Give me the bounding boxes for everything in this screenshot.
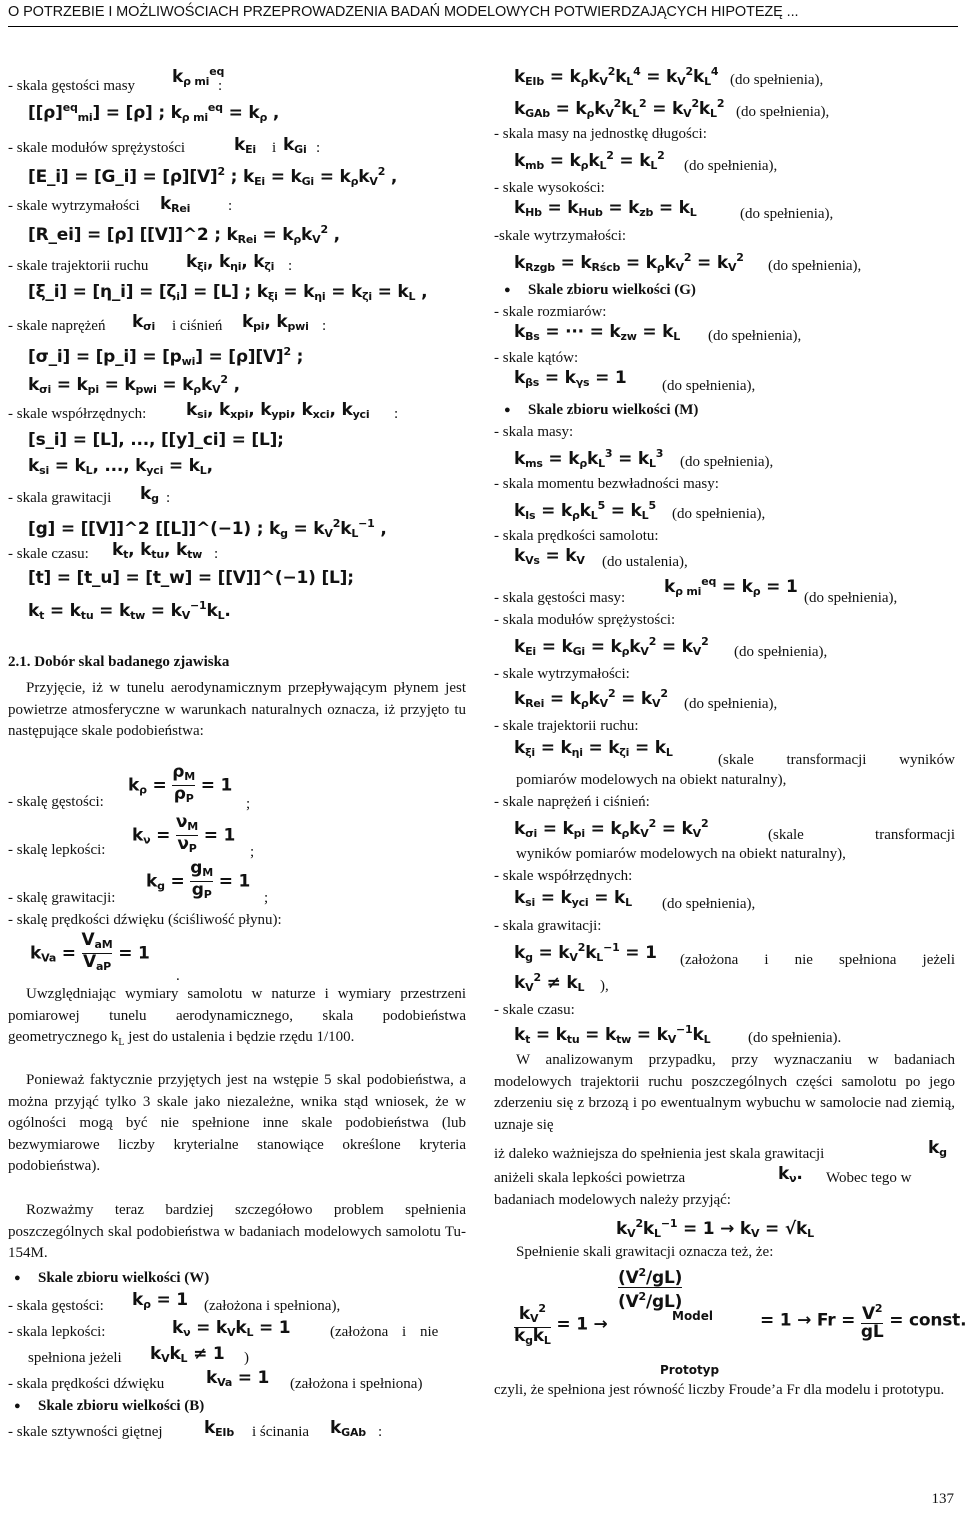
text-line: (do spełnienia),: [768, 258, 862, 274]
formula: [ξ_i] = [η_i] = $[\zeta_i] = [L]$ ; $k_{\xi i} = k_{\eta i} = k_{\zeta i} = k_L$ ,: [28, 282, 428, 303]
formula: $k_{si}$, $k_{xpi}$, $k_{ypi}$, $k_{xci}$, $k_{yci}$: [186, 400, 370, 421]
text-line: - skala gęstości:: [8, 1298, 104, 1314]
formula: $k_{Gi}$: [283, 135, 307, 156]
text-line: - skale kątów:: [494, 350, 579, 366]
text-line: - skale czasu:: [494, 1002, 575, 1018]
formula: $k_V^2k_L^{-1} = 1 \to k_V = √k_L$: [616, 1217, 814, 1240]
formula: $k_g = k_V^2k_L^{-1} = 1$: [514, 941, 657, 964]
formula: $k_{Va} = 1$: [206, 1368, 270, 1389]
text-line: (do spełnienia),: [680, 454, 774, 470]
text-line: .: [176, 968, 180, 984]
text-line: (do spełnienia),: [684, 158, 778, 174]
text-line: (do spełnienia),: [730, 72, 824, 88]
text-line: (do spełnienia),: [736, 104, 830, 120]
text-line: i ciśnień: [172, 318, 223, 334]
text-line: - skale wytrzymałości: [8, 198, 140, 214]
text-line: wyników pomiarów modelowych na obiekt naturalny),: [516, 846, 846, 862]
text-line: (do spełnienia),: [708, 328, 802, 344]
text-line: (do ustalenia),: [602, 554, 688, 570]
text-line: (założona i nie spełniona jeżeli: [680, 952, 955, 968]
text-line: - skale wysokości:: [494, 180, 605, 196]
text-line: ;: [250, 844, 255, 860]
text-line: - skala lepkości:: [8, 1324, 106, 1340]
formula: $k_{\rho mi}^{eq} = k_\rho = 1$: [664, 575, 798, 598]
formula: $k_{Ei}$: [234, 135, 256, 156]
formula: $k_\nu = k_Vk_L = 1$: [172, 1318, 291, 1339]
text-line: :: [288, 258, 293, 274]
text-line: :: [214, 546, 219, 562]
formula: $k_g$ = $\frac{g_M}{g_P}$ = 1: [146, 858, 251, 901]
text-line: - skale trajektorii ruchu:: [494, 718, 639, 734]
formula: $k_{\beta s} = k_{\gamma s} = 1$: [514, 368, 627, 389]
text-line: - skala gęstości masy:: [494, 590, 626, 606]
formula: $[[\rho]^{eq}_{mi}] = [\rho]$ ; $k_{\rho mi}^{eq} = k_\rho$ ,: [28, 101, 280, 124]
formula: $k_{si} = k_{yci} = k_L$: [514, 888, 632, 909]
formula: $k_{Ei} = k_{Gi} = k_\rho k_V^2 = k_V^2$: [514, 635, 709, 658]
subscript-label: Prototyp: [660, 1363, 720, 1377]
text-line: (założona i nie: [330, 1324, 439, 1340]
text-line: :: [228, 198, 233, 214]
text-line: - skala prędkości samolotu:: [494, 528, 659, 544]
formula: $k_\rho$ = $\frac{\rho_M}{\rho_P}$ = 1: [128, 762, 233, 805]
text-line: (założona i spełniona): [290, 1376, 423, 1392]
text-line: ;: [264, 890, 269, 906]
text-line: - skale naprężeń i ciśnień:: [494, 794, 650, 810]
formula: $k_{Va}$ = $V_{aM}$ $V_{aP}$ = 1: [30, 930, 150, 973]
formula: [E_i] = [G_i] = $[\rho][V]^2$ ; $k_{Ei} = k_{Gi} = k_\rho k_V^2$ ,: [28, 165, 398, 188]
paragraph: Przyjęcie, iż w tunelu aerodynamicznym przepływającym płynem jest powietrze atmosferyczne w warunkach naturalnych oznacza, iż przyjęto tu następujące skale podobieństwa:: [8, 680, 466, 740]
formula: $k_{GAb} = k_\rho k_V^2k_L^2 = k_V^2k_L^2$: [514, 97, 725, 120]
text-line: - skale naprężeń: [8, 318, 106, 334]
formula: $k_{\sigma i} = k_{pi} = k_{pwi} = k_\rho k_V^2$ ,: [28, 373, 240, 396]
text-line: :: [218, 78, 223, 94]
formula: $k_{pi}$, $k_{pwi}$: [242, 312, 309, 333]
text-line: ): [244, 1350, 249, 1366]
text-line: :: [316, 140, 321, 156]
text-line: -skale wytrzymałości:: [494, 228, 627, 244]
formula: $k_V^2$ $k_gk_L$ = 1 →: [514, 1302, 608, 1347]
text-line: ),: [600, 978, 609, 994]
text-line: (do spełnienia),: [734, 644, 828, 660]
text-line: - skala masy:: [494, 424, 574, 440]
formula: [g] = [[V]]^2 [[L]]^(−1) ; $k_g = k_V^2k_L^{-1}$ ,: [28, 517, 387, 540]
formula: $k_{ms} = k_\rho k_L^3 = k_L^3$: [514, 447, 664, 470]
paragraph: czyli, że spełniona jest równość liczby Froude’a Fr dla modelu i prototypu.: [494, 1382, 945, 1398]
text-line: - skala prędkości dźwięku: [8, 1376, 165, 1392]
formula: $k_{Is} = k_\rho k_L^5 = k_L^5$: [514, 499, 656, 522]
text-line: - skala grawitacji: [8, 490, 112, 506]
text-line: i ścinania: [252, 1424, 310, 1440]
formula: $k_t = k_{tu} = k_{tw} = k_V^{-1}k_L$: [514, 1023, 711, 1046]
formula: [s_i] = [L], ..., [[y]_ci] = [L];: [28, 430, 284, 450]
formula: $k_{Rei} = k_\rho k_V^2 = k_V^2$: [514, 687, 668, 710]
text-line: - skala momentu bezwładności masy:: [494, 476, 719, 492]
text-line: pomiarów modelowych na obiekt naturalny),: [516, 772, 787, 788]
text-line: - skalę grawitacji:: [8, 890, 116, 906]
text-line: - skale trajektorii ruchu: [8, 258, 149, 274]
formula: $k_{\xi i}$, $k_{\eta i}$, $k_{\zeta i}$: [186, 252, 275, 273]
formula: $k_{mb} = k_\rho k_L^2 = k_L^2$: [514, 149, 665, 172]
bullet-heading: ● Skale zbioru wielkości (G): [528, 282, 696, 299]
text-line: (do spełnienia),: [740, 206, 834, 222]
formula: $k_t = k_{tu} = k_{tw} = k_V^{-1}k_L$.: [28, 599, 231, 622]
formula: $k_{Vs} = k_V$: [514, 546, 585, 567]
formula: $k_{Rei}$: [160, 194, 191, 215]
text-line: Spełnienie skali grawitacji oznacza też, że:: [516, 1244, 774, 1260]
formula: $k_Vk_L \ne 1$: [150, 1344, 225, 1365]
text-line: (skale transformacji wyników: [718, 752, 955, 768]
text-line: :: [166, 490, 171, 506]
formula: $k_{\sigma i} = k_{pi} = k_\rho k_V^2 = k_V^2$: [514, 817, 709, 840]
paragraph: Uwzględniając wymiary samolotu w naturze i wymiary przestrzeni pomiarowej tunelu aerodynamicznego, skala podobieństwa geometrycznego $k_L$ jest do ustalenia i będzie rzędu 1/100.: [8, 986, 466, 1049]
text-line: spełniona jeżeli: [28, 1350, 122, 1366]
formula: [σ_i] = [p_i] = $[p_{wi}] = [\rho][V]^2$ ;: [28, 345, 304, 368]
paragraph: Ponieważ faktycznie przyjętych jest na wstępie 5 skal podobieństwa, a można przyjąć tylko 3 skale jako niezależne, wnika stąd wniosek, że w ogólności mogą być nie spełnione inne skale podobieństwa (lub bezwymiarowe liczby kryterialne stanowiące określone kryteria podobieństwa).: [8, 1072, 466, 1175]
text-line: (do spełnienia),: [804, 590, 898, 606]
text-line: - skale modułów sprężystości: [8, 140, 186, 156]
formula: $k_\nu$ = $\frac{\nu_M}{\nu_P}$ = 1: [132, 812, 236, 855]
text-line: Wobec tego w: [826, 1170, 912, 1186]
formula: $k_{\sigma i}$: [132, 312, 156, 333]
running-header: O POTRZEBIE I MOŻLIWOŚCIACH PRZEPROWADZENIA BADAŃ MODELOWYCH POTWIERDZAJĄCYCH HIPOTEZĘ ...: [8, 4, 958, 27]
bullet-heading: ● Skale zbioru wielkości (B): [38, 1398, 204, 1415]
text-line: ;: [246, 796, 251, 812]
text-line: - skale wytrzymałości:: [494, 666, 630, 682]
formula: $k_\nu$.: [778, 1164, 803, 1185]
formula: $k_{Bs}$ = ··· = $k_{zw} = k_L$: [514, 322, 681, 343]
formula: $k_g$: [928, 1138, 947, 1159]
text-line: - skale sztywności giętnej: [8, 1424, 163, 1440]
paragraph: Rozważmy teraz bardziej szczegółowo problem spełnienia poszczególnych skal podobieństwa w badaniach modelowych samolotu Tu-154M.: [8, 1202, 466, 1262]
text-line: :: [322, 318, 327, 334]
text-line: :: [394, 406, 399, 422]
formula: $k_V^2 \ne k_L$: [514, 971, 585, 994]
text-line: i: [272, 140, 277, 156]
formula: $k_{si} = k_L$, ..., $k_{yci} = k_L$,: [28, 456, 213, 477]
formula: $k_t$, $k_{tu}$, $k_{tw}$: [112, 540, 203, 561]
formula: [t] = [t_u] = [t_w] = [[V]]^(−1) [L];: [28, 568, 354, 588]
formula: [R_ei] = [ρ] [[V]]^2 ; $k_{Rei} = k_\rho k_V^2$ ,: [28, 223, 340, 246]
text-line: (skale transformacji: [768, 827, 955, 843]
bullet-heading: ● Skale zbioru wielkości (M): [528, 402, 698, 419]
text-line: - skala modułów sprężystości:: [494, 612, 676, 628]
formula: $k_\rho = 1$: [132, 1290, 188, 1311]
text-line: - skala masy na jednostkę długości:: [494, 126, 707, 142]
text-line: - skalę prędkości dźwięku (ściśliwość płynu):: [8, 912, 282, 928]
formula: $k_{EIb}$: [204, 1418, 234, 1439]
formula: $k_g$: [140, 484, 159, 505]
text-line: - skala grawitacji:: [494, 918, 602, 934]
section-heading: 2.1. Dobór skal badanego zjawiska: [8, 654, 230, 670]
text-line: - skalę lepkości:: [8, 842, 106, 858]
text-line: - skala gęstości masy: [8, 78, 136, 94]
formula: $k_{EIb} = k_\rho k_V^2k_L^4 = k_V^2k_L^4$: [514, 65, 719, 88]
text-line: (do spełnienia).: [748, 1030, 842, 1046]
formula: $\frac{(V^2/gL)}{(V^2/gL)}$: [618, 1266, 683, 1312]
text-line: (do spełnienia),: [662, 896, 756, 912]
text-line: - skale współrzędnych:: [8, 406, 147, 422]
text-line: - skale współrzędnych:: [494, 868, 633, 884]
text-line: (do spełnienia),: [684, 696, 778, 712]
text-line: (założona i spełniona),: [204, 1298, 341, 1314]
paragraph: W analizowanym przypadku, przy wyznaczaniu w badaniach modelowych trajektorii ruchu poszczególnych części samolotu po jego zderzeniu się z brzozą i po ewentualnym wybuchu w samolocie nad ziemią, uznaje się: [494, 1052, 955, 1133]
formula: $k_{\xi i} = k_{\eta i} = k_{\zeta i} = k_L$: [514, 738, 673, 759]
text-line: - skalę gęstości:: [8, 794, 104, 810]
formula: $k_{GAb}$: [330, 1418, 366, 1439]
subscript-label: Model: [672, 1309, 714, 1323]
page-number: 137: [931, 1491, 954, 1507]
formula: $k_{Hb} = k_{Hub} = k_{zb} = k_L$: [514, 198, 697, 219]
text-line: - skale rozmiarów:: [494, 304, 607, 320]
text-line: aniżeli skala lepkości powietrza: [494, 1170, 686, 1186]
formula: $k_{Rzgb} = k_{Rścb} = k_\rho k_V^2 = k_V^2$: [514, 251, 744, 274]
text-line: - skale czasu:: [8, 546, 89, 562]
text-line: (do spełnienia),: [662, 378, 756, 394]
text-line: :: [378, 1424, 383, 1440]
text-line: iż daleko ważniejsza do spełnienia jest skala grawitacji: [494, 1146, 825, 1162]
formula: = 1 → Fr = $\frac{V^2}{gL}$ = const.: [760, 1302, 966, 1342]
bullet-heading: ● Skale zbioru wielkości (W): [38, 1270, 209, 1287]
text-line: (do spełnienia),: [672, 506, 766, 522]
text-line: badaniach modelowych należy przyjąć:: [494, 1192, 731, 1208]
formula: $k_{\rho mi}^{eq}$: [172, 65, 225, 88]
